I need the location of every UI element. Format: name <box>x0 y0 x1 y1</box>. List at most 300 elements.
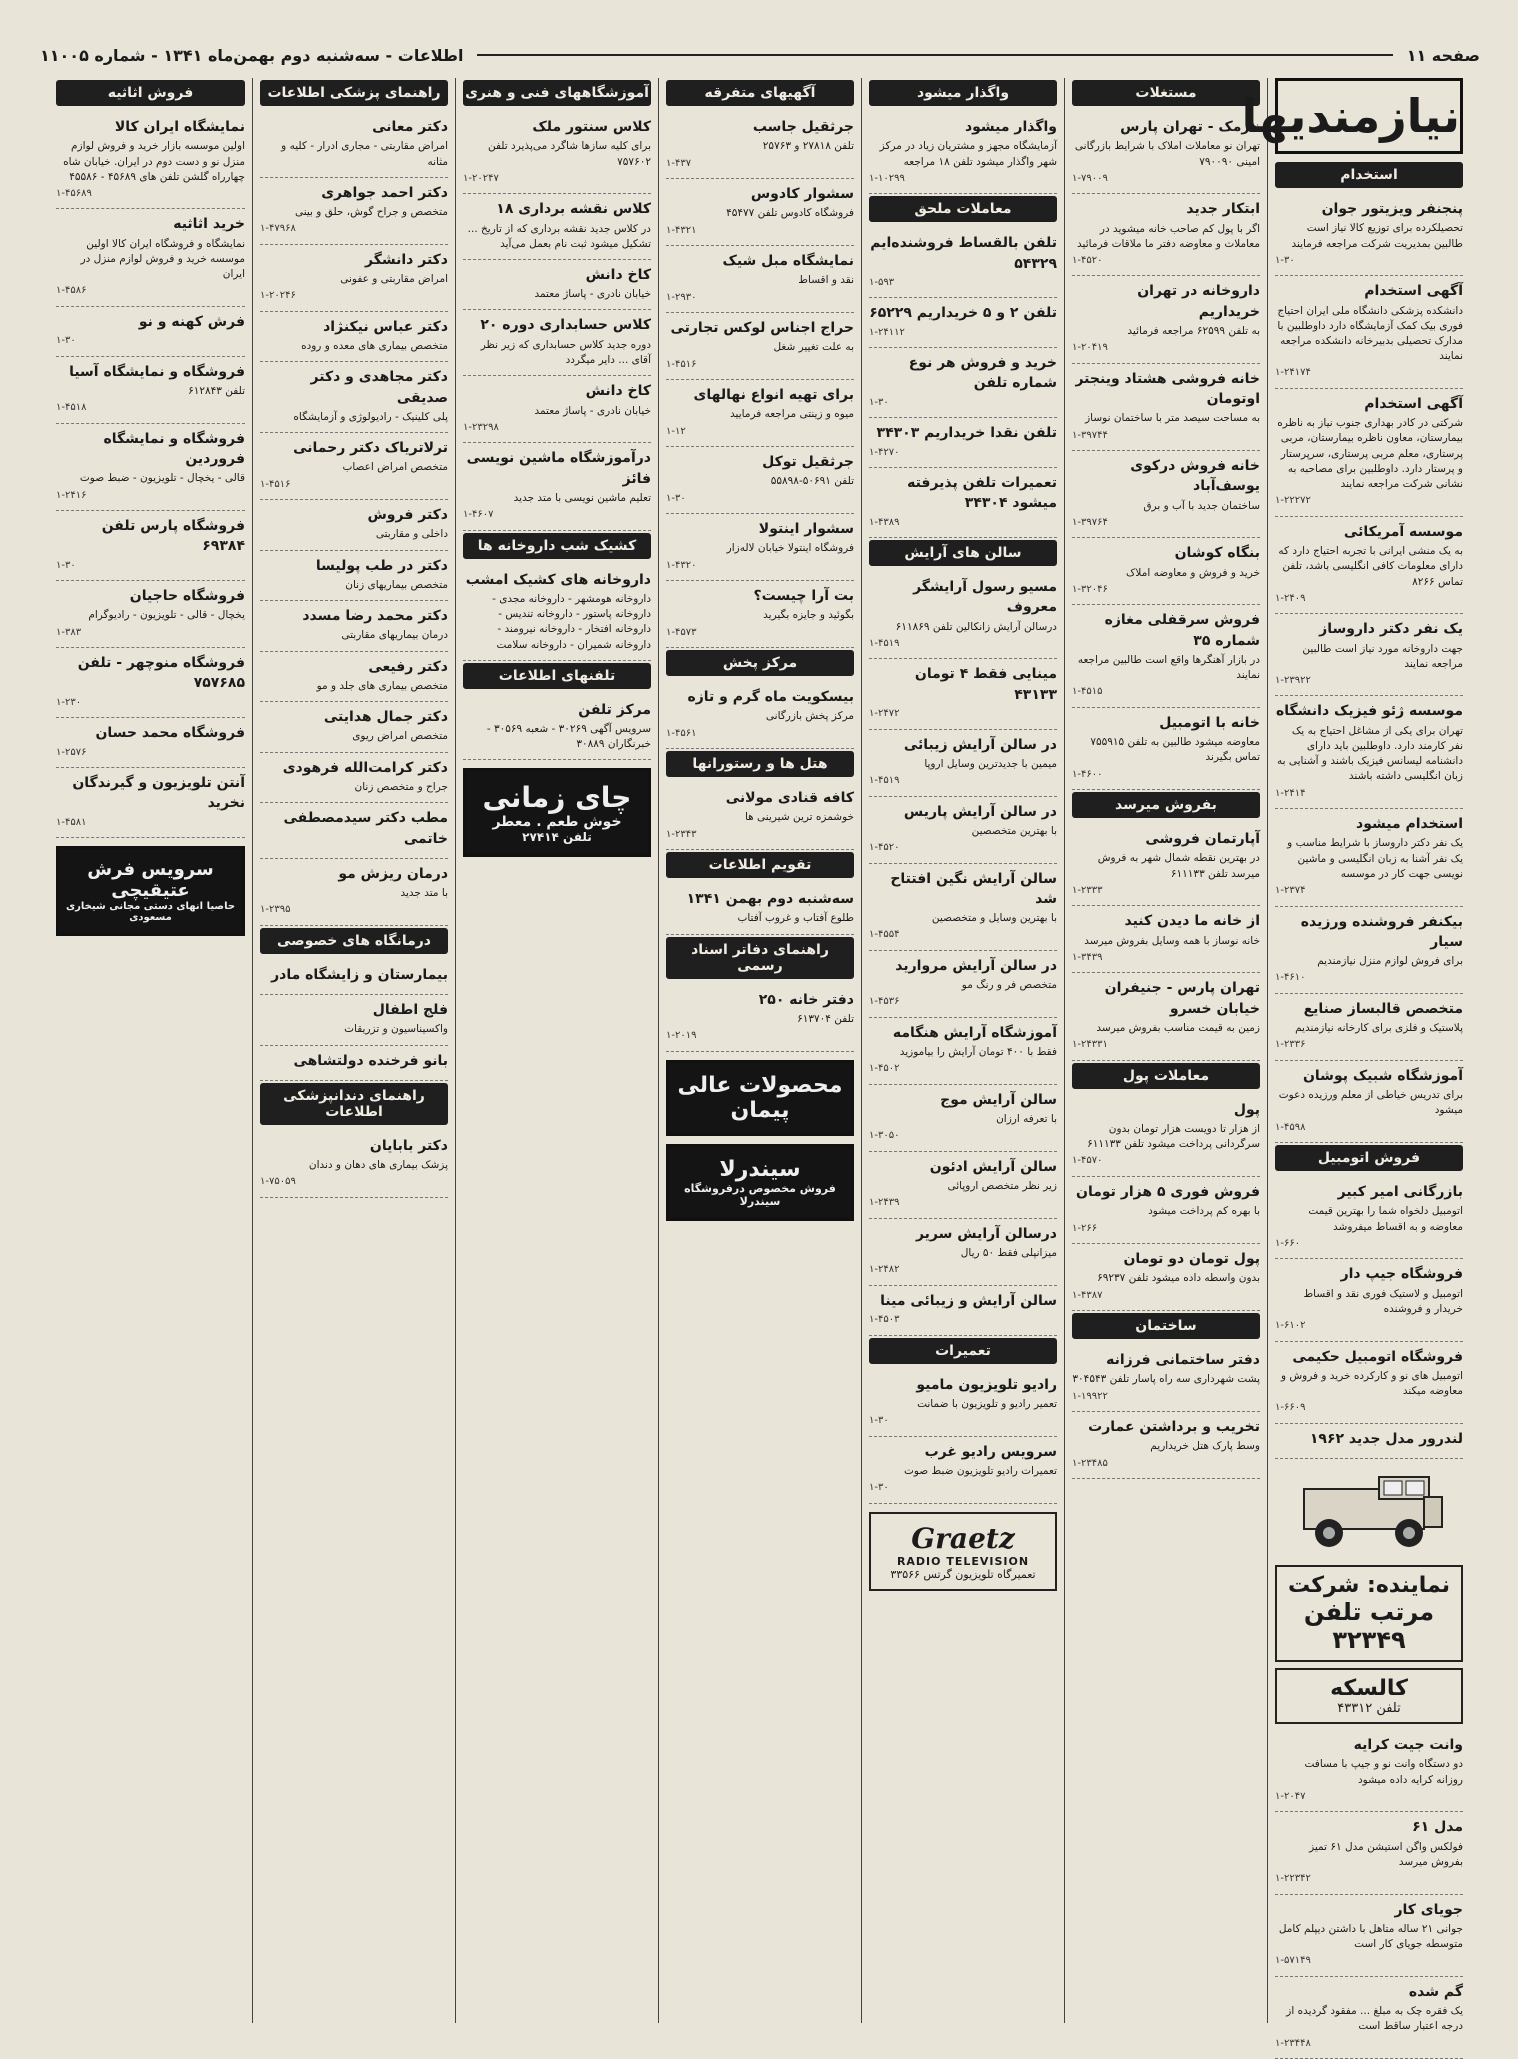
box-line-1: کالسکه <box>1330 1676 1408 1702</box>
ad-title: کلاس حسابداری دوره ۲۰ <box>480 317 651 334</box>
classified-ad <box>1072 824 1260 906</box>
section-heading: بفروش میرسد <box>1072 792 1260 818</box>
ad-body: پلی کلینیک - رادیولوژی و آزمایشگاه <box>293 410 448 423</box>
ad-title: دفتر ساختمانی فرزانه <box>1106 1352 1260 1369</box>
ad-title: متخصص قالبساز صنایع <box>1303 1000 1463 1017</box>
ad-body: طلوع آفتاب و غروب آفتاب <box>737 912 854 925</box>
ad-title: یک نفر دکتر داروساز <box>1319 621 1463 638</box>
ad-title: سالن آرایش موج <box>940 1091 1057 1108</box>
ad-title: فروشگاه محمد حسان <box>95 725 245 742</box>
classified-ad <box>260 178 448 245</box>
ad-code: ۱-۴۲۷۰ <box>869 446 900 458</box>
classified-ad <box>666 313 854 380</box>
ad-title: آموزشگاه شبیک پوشان <box>1302 1067 1463 1084</box>
ad-body: در بهترین نقطه شمال شهر به فروش میرسد تلفن ۶۱۱۱۳۳ <box>1097 852 1260 880</box>
classified-ad <box>1072 1177 1260 1244</box>
ad-code: ۱-۲۳۰ <box>56 696 82 708</box>
classified-ad <box>260 995 448 1046</box>
classified-ad <box>1275 1259 1463 1341</box>
ad-title: رادیو تلویزیون مامیو <box>916 1376 1057 1393</box>
ad-code: ۱-۴۵۰۳ <box>869 1314 900 1326</box>
ad-title: بیکنفر فروشنده ورزیده سیار <box>1300 913 1463 950</box>
classified-ad <box>260 702 448 753</box>
tea-ad <box>463 768 651 857</box>
ad-code: ۱-۲۴۸۲ <box>869 1264 900 1276</box>
ad-body: زمین به قیمت مناسب بفروش میرسد <box>1096 1022 1260 1035</box>
ad-code: ۱-۴۵۷۰ <box>1072 1155 1103 1167</box>
ad-title: فروشگاه اتومبیل حکیمی <box>1292 1348 1463 1365</box>
classified-ad <box>869 1219 1057 1286</box>
classified-ad <box>463 310 651 376</box>
ad-body: میوه و زینتی مراجعه فرمایید <box>730 408 854 421</box>
ad-title: بنگاه کوشان <box>1174 545 1260 562</box>
column-4 <box>658 78 861 2023</box>
ad-title: بیمارستان و زایشگاه مادر <box>271 966 448 983</box>
graetz-ad <box>869 1512 1057 1591</box>
ad-body: متخصص امراض ریوی <box>352 730 448 743</box>
ad-code: ۱-۷۵۰۵۹ <box>260 1176 296 1188</box>
ad-body: ساختمان جدید با آب و برق <box>1143 499 1260 512</box>
ad-code: ۱-۲۴۱۷۴ <box>1275 367 1311 379</box>
classified-ad <box>260 753 448 804</box>
ad-title: خرید و فروش هر نوع شماره تلفن <box>908 355 1057 392</box>
ad-code: ۱-۴۵۷۳ <box>666 626 697 638</box>
ad-title: بازرگانی امیر کبیر <box>1337 1184 1463 1201</box>
ad-title: دکتر مجاهدی و دکتر صدیقی <box>310 369 448 406</box>
ad-title: دفتر خانه ۲۵۰ <box>758 991 854 1008</box>
ad-code: ۱-۳۰۵۰ <box>869 1130 900 1142</box>
classified-ad <box>260 960 448 995</box>
section-heading: فروش اتومبیل <box>1275 1145 1463 1171</box>
classified-ad <box>260 1046 448 1081</box>
ad-title: آگهی استخدام <box>1364 395 1463 412</box>
ad-code: ۱-۲۴۱۴ <box>1275 787 1306 799</box>
ad-title: تلفن نقدا خریداریم ۳۴۳۰۳ <box>876 425 1057 442</box>
ad-title: پول <box>1233 1101 1260 1118</box>
classified-ad <box>869 572 1057 659</box>
ad-code: ۱-۲۵۷۶ <box>56 746 87 758</box>
section-heading: ساختمان <box>1072 1313 1260 1339</box>
classified-ad <box>463 260 651 311</box>
ad-code: ۱-۳۰ <box>56 335 76 347</box>
ad-code: ۱-۴۵۲۰ <box>1072 254 1103 266</box>
ad-code: ۱-۴۵۱۶ <box>666 358 697 370</box>
ad-body: تحصیلکرده برای توزیع کالا نیاز است طالبین بمدیریت شرکت مراجعه فرمایند <box>1291 222 1463 250</box>
classified-ad <box>869 1152 1057 1219</box>
classified-ad <box>666 380 854 447</box>
ad-body: بگوئید و جایزه بگیرید <box>763 609 854 622</box>
ad-title: سه‌شنبه دوم بهمن ۱۳۴۱ <box>686 891 854 908</box>
section-heading: آگهیهای متفرقه <box>666 80 854 106</box>
classified-ad <box>56 112 245 209</box>
ad-code: ۱-۴۵۹۸ <box>1275 1121 1306 1133</box>
ad-code: ۱-۴۵۱۹ <box>869 637 900 649</box>
section-heading: واگذار میشود <box>869 80 1057 106</box>
ad-title: حراج اجناس لوکس تجارتی <box>670 320 854 337</box>
ad-body: فروشگاه اینتولا خیابان لاله‌زار <box>726 542 854 555</box>
classified-ad <box>1275 1061 1463 1143</box>
section-heading: مرکز پخش <box>666 650 854 676</box>
ad-title: دکتر کرامت‌الله فرهودی <box>282 759 448 776</box>
ad-code: ۱-۴۶۰۰ <box>1072 768 1103 780</box>
ad-body: نقد و اقساط <box>798 274 854 287</box>
classified-ad <box>869 228 1057 298</box>
classified-ad <box>463 443 651 530</box>
ad-title: داروخانه در تهران خریداریم <box>1137 283 1260 320</box>
ad-title: دکتر عباس نیکنژاد <box>323 318 448 335</box>
ad-code: ۱-۴۵۲۰ <box>869 842 900 854</box>
classified-ad <box>463 695 651 761</box>
classified-ad <box>1275 1342 1463 1424</box>
ad-body: واکسیناسیون و تزریقات <box>344 1023 448 1036</box>
column-7 <box>49 78 252 2023</box>
classified-ad <box>1072 973 1260 1060</box>
ad-code: ۱-۲۹۳۰ <box>666 291 697 303</box>
ad-title: دکتر بابایان <box>369 1137 448 1154</box>
ad-body: نمایشگاه و فروشگاه ایران کالا اولین موسسه خرید و فروش لوازم منزل در ایران <box>80 237 245 281</box>
classified-ad <box>869 348 1057 418</box>
ad-code: ۱-۳۴۳۹ <box>1072 951 1103 963</box>
classified-ad <box>1072 194 1260 276</box>
ad-body: پشت شهرداری سه راه پاسار تلفن ۳۰۴۵۴۳ <box>1072 1373 1260 1386</box>
ad-code: ۱-۶۱۰۲ <box>1275 1320 1306 1332</box>
ad-title: فروشگاه و نمایشگاه فروردین <box>103 430 245 468</box>
ad-body: تعمیرات رادیو تلویزیون ضبط صوت <box>903 1465 1057 1478</box>
ad-title: بیسکویت ماه گرم و تازه <box>687 689 854 706</box>
classified-ad <box>1072 1412 1260 1479</box>
ad-body: در بازار آهنگرها واقع است طالبین مراجعه نمایند <box>1077 654 1260 682</box>
section-banner-title: نیازمندیها <box>1275 78 1463 154</box>
ad-code: ۱-۲۰۱۹ <box>666 1030 697 1042</box>
ad-title: فرش کهنه و نو <box>138 313 245 330</box>
classified-ad <box>1275 614 1463 696</box>
ad-code: ۱-۶۶۰ <box>1275 1237 1301 1249</box>
ad-body: متخصص بیماری های معده و روده <box>301 340 448 353</box>
ad-code: ۱-۲۴۳۹ <box>869 1197 900 1209</box>
ad-body: زیر نظر متخصص اروپائی <box>947 1180 1057 1193</box>
ad-code: ۱-۲۳۴۳ <box>666 828 697 840</box>
classified-ad <box>1275 194 1463 276</box>
ad-title: پول تومان دو تومان <box>1123 1251 1260 1267</box>
ad-body: به یک منشی ایرانی با تجربه احتیاج دارد که دارای معلومات کافی انگلیسی باشد، تلفن تماس ۸۲۶۶ <box>1278 545 1463 588</box>
classified-ad <box>869 298 1057 348</box>
classified-ad <box>666 884 854 935</box>
ad-title: در سالن آرایش پاریس <box>903 803 1057 820</box>
ad-body: فولکس واگن استیشن مدل ۶۱ تمیز بفروش میرسد <box>1309 1840 1463 1868</box>
section-heading: معاملات پول <box>1072 1063 1260 1089</box>
jeep-icon <box>1284 1469 1454 1555</box>
ad-body: خیابان نادری - پاساژ معتمد <box>534 404 651 417</box>
ad-title: تلفن بالقساط فروشنده‌ایم ۵۴۳۲۹ <box>870 235 1057 272</box>
ad-code: ۱-۵۷۱۴۹ <box>1275 1955 1311 1967</box>
classified-ad <box>1072 451 1260 538</box>
section-heading: راهنمای دفاتر اسناد رسمی <box>666 937 854 979</box>
ad-title: سالن آرایش ادئون <box>929 1158 1057 1175</box>
section-heading: هتل ها و رستورانها <box>666 751 854 777</box>
section-heading: فروش اثاثیه <box>56 80 245 106</box>
section-heading: تلفنهای اطلاعات <box>463 663 651 689</box>
classified-ad <box>260 433 448 500</box>
ad-body: اولین موسسه بازار خرید و فروش لوازم منزل نو و دست دوم در ایران. خیابان شاه چهارراه گلشن تلفن های ۴۵۶۸۹ - ۴۵۵۸۶ <box>63 140 245 183</box>
ad-code: ۱-۲۴۱۶ <box>56 489 87 501</box>
ad-code: ۱-۲۰۴۱۹ <box>1072 342 1108 354</box>
ad-code: ۱-۳۸۳ <box>56 626 82 638</box>
ad-code: ۱-۲۴۳۳۱ <box>1072 1039 1108 1051</box>
ad-code: ۱-۴۵۶۱ <box>666 727 697 739</box>
ad-body: از هزار تا دویست هزار تومان بدون سرگردانی پرداخت میشود تلفن ۶۱۱۱۳۳ <box>1087 1123 1260 1151</box>
ad-code: ۱-۲۰۴۷ <box>1275 1790 1306 1802</box>
ad-code: ۱-۳۰ <box>666 492 686 504</box>
ad-title: درسالن آرایش سریر <box>915 1225 1057 1242</box>
ad-code: ۱-۵۹۳ <box>869 276 895 288</box>
classified-ad <box>56 768 245 838</box>
ad-body: متخصص بیماری های جلد و مو <box>316 679 448 692</box>
ad-title: خرید اثاثیه <box>173 216 245 233</box>
ad-code: ۱-۴۳۸۷ <box>1072 1289 1103 1301</box>
ad-body: برای تدریس خیاطی از معلم ورزیده دعوت میشود <box>1278 1089 1463 1117</box>
ad-body: اگر با پول کم صاحب خانه میشوید در معاملات و معاوضه دفتر ما ملاقات فرمائید <box>1077 222 1260 250</box>
ad-title: کافه قنادی مولانی <box>725 790 854 807</box>
classified-ad <box>260 652 448 703</box>
ad-title: دکتر احمد جواهری <box>321 184 448 201</box>
column-2 <box>1064 78 1267 2023</box>
ad-body: تلفن ۵۰۶۹۱-۵۵۸۹۸ <box>770 475 854 488</box>
ad-title: مسیو رسول آرایشگر معروف <box>913 579 1057 616</box>
ad-body: یخچال - قالی - تلویزیون - رادیوگرام <box>88 609 245 622</box>
classified-ad <box>869 797 1057 864</box>
brand-logo-ad <box>666 1144 854 1221</box>
classified-ad <box>463 565 651 661</box>
ad-code: ۱-۳۰ <box>869 1482 889 1494</box>
ad-code: ۱-۲۲۲۷۲ <box>1275 495 1311 507</box>
section-heading: راهنمای دندانپزشکی اطلاعات <box>260 1083 448 1125</box>
classified-ad <box>463 376 651 443</box>
classified-ad <box>56 424 245 511</box>
classified-ad <box>1275 389 1463 517</box>
ad-title: سشوار اینتولا <box>758 521 854 538</box>
section-heading: معاملات ملحق <box>869 196 1057 222</box>
display-ad-box <box>1275 1668 1463 1724</box>
ad-body: جهت داروخانه مورد نیاز است طالبین مراجعه نمایند <box>1302 642 1463 670</box>
classified-ad <box>666 682 854 749</box>
ad-title: مینایی فقط ۴ تومان ۴۳۱۳۳ <box>914 666 1057 703</box>
ad-code: ۱-۲۲۳۴۲ <box>1275 1873 1311 1885</box>
ad-code: ۱-۷۹۰۰۹ <box>1072 172 1108 184</box>
ad-body: جوانی ۲۱ ساله متاهل با داشتن دیپلم کامل متوسطه جویای کار است <box>1278 1922 1463 1951</box>
ad-code: ۱-۴۵۱۹ <box>869 775 900 787</box>
ad-body: فروشگاه کادوس تلفن ۴۵۴۷۷ <box>726 207 854 220</box>
classified-ad <box>869 418 1057 468</box>
classified-ad <box>869 1085 1057 1152</box>
section-heading: تعمیرات <box>869 1338 1057 1364</box>
ad-body: تلفن ۶۱۳۷۰۴ <box>797 1012 854 1025</box>
ad-body: خانه نوساز با همه وسایل بفروش میرسد <box>1084 934 1260 947</box>
classified-ad <box>1072 605 1260 708</box>
classified-ad <box>869 951 1057 1018</box>
ad-body: به علت تغییر شغل <box>773 341 854 354</box>
classified-ad <box>56 648 245 718</box>
ad-body: پلاستیک و فلزی برای کارخانه نیازمندیم <box>1295 1022 1463 1035</box>
classified-ad <box>869 1018 1057 1085</box>
ad-code: ۱-۳۰ <box>1275 254 1295 266</box>
ad-title: خانه با اتومبیل <box>1159 714 1260 731</box>
classified-ad <box>260 312 448 363</box>
ad-code: ۱-۲۳۳۳ <box>1072 884 1103 896</box>
ad-code: ۱-۳۰ <box>869 396 889 408</box>
ad-body: تعلیم ماشین نویسی با متد جدید <box>513 491 651 504</box>
ad-body: امراض مقاربتی و عفونی <box>340 273 448 286</box>
ad-code: ۱-۴۳۲۰ <box>666 559 697 571</box>
ad-title: نارمک - تهران پارس <box>1120 119 1260 135</box>
classified-ad <box>1275 994 1463 1061</box>
brand-logo-ad <box>666 1060 854 1136</box>
classified-ad <box>869 1286 1057 1336</box>
ad-body: جراح و متخصص زنان <box>354 780 448 793</box>
classified-ad <box>666 179 854 246</box>
ad-code: ۱-۴۶۰۷ <box>463 509 494 521</box>
ad-code: ۱-۲۳۷۴ <box>1275 885 1306 897</box>
classified-ad <box>260 500 448 551</box>
classified-ad <box>666 783 854 850</box>
ad-title: فروش فوری ۵ هزار تومان <box>1076 1183 1260 1200</box>
ad-title: تعمیرات تلفن پذیرفته میشود ۳۴۳۰۴ <box>907 475 1057 512</box>
classified-ad <box>260 245 448 312</box>
ad-code: ۱-۱۲ <box>666 425 686 437</box>
classified-ad <box>666 246 854 313</box>
classified-ad <box>1072 1244 1260 1311</box>
ad-title: خانه فروش درکوی یوسف‌آباد <box>1130 458 1260 495</box>
classified-ad <box>56 357 245 424</box>
ad-title: دکتر دانشگر <box>365 251 448 268</box>
section-heading: آموزشگاههای فنی و هنری <box>463 80 651 106</box>
ad-title: آموزشگاه آرایش هنگامه <box>892 1024 1057 1041</box>
ad-code: ۱-۳۹۷۶۴ <box>1072 516 1108 528</box>
ad-body: با تعرفه ارزان <box>996 1113 1057 1126</box>
ad-title: فروشگاه منوچهر - تلفن ۷۵۷۶۸۵ <box>77 655 245 692</box>
ad-title: جرثقیل توکل <box>762 454 854 471</box>
classified-ad <box>1072 112 1260 194</box>
ad-body: با بهترین متخصصین <box>971 824 1057 837</box>
masthead-rule <box>477 54 1392 56</box>
ad-title: سرویس رادیو غرب <box>924 1443 1057 1460</box>
ad-body: خوشمزه ترین شیرینی ها <box>744 811 854 824</box>
ad-title: فروشگاه و نمایشگاه آسیا <box>69 363 245 380</box>
classified-ad <box>56 209 245 306</box>
classified-ad <box>260 1131 448 1198</box>
classified-ad <box>666 514 854 581</box>
ad-title: کاخ دانش <box>585 266 651 283</box>
ad-body: تعمیر رادیو و تلویزیون با ضمانت <box>917 1398 1057 1411</box>
classified-ad <box>1072 1345 1260 1412</box>
classified-ad <box>56 718 245 768</box>
classified-ad <box>1275 696 1463 809</box>
ad-title: دکتر در طب پولیسا <box>315 557 448 574</box>
ad-title: دکتر جمال هدایتی <box>323 709 448 726</box>
section-heading: سالن های آرایش <box>869 540 1057 566</box>
ad-body: برای کلیه سازها شاگرد می‌پذیرد تلفن ۷۵۷۶۰۲ <box>488 140 651 168</box>
ad-title: در سالن آرایش مروارید <box>895 957 1057 974</box>
ad-body: تلفن ۶۱۲۸۴۳ <box>188 385 245 397</box>
ad-body: دو دستگاه وانت نو و جیپ با مسافت روزانه کرایه داده میشود <box>1304 1758 1463 1786</box>
graetz-fa: تعمیرگاه تلویزیون گرتس ۳۳۵۶۶ <box>890 1567 1036 1581</box>
ad-code: ۱-۱۰۲۹۹ <box>869 172 905 184</box>
classified-ad <box>463 194 651 260</box>
ad-body: به تلفن ۶۲۵۹۹ مراجعه فرمائید <box>1127 325 1260 338</box>
ad-body: درسالن آرایش زانکالین تلفن ۶۱۱۸۶۹ <box>895 620 1057 633</box>
ad-code: ۱-۲۴۰۹ <box>1275 592 1306 604</box>
classified-ad <box>869 1370 1057 1437</box>
ad-title: درآموزشگاه ماشین نویسی فائز <box>466 450 651 487</box>
ad-body: اتومبیل و لاستیک فوری نقد و اقساط خریدار و فروشنده <box>1303 1287 1463 1315</box>
classified-ad <box>463 112 651 194</box>
ad-body: تهران برای یکی از مشاغل احتیاج به یک نفر کارمند دارد. داوطلبین باید دارای دانشنامه لیسانس فیزیک باشند و آشنایی به زبان انگلیسی داشته باشند <box>1276 724 1463 783</box>
ad-title: برای تهیه انواع نهالهای <box>693 387 854 404</box>
classified-ad <box>666 985 854 1052</box>
classified-ad <box>666 447 854 514</box>
ad-title: در سالن آرایش زیبائی <box>903 736 1057 753</box>
ad-body: با بهترین وسایل و متخصصین <box>931 912 1057 925</box>
landrover-illustration <box>1275 1467 1463 1557</box>
classified-ad <box>1275 1812 1463 1894</box>
classified-ad <box>666 581 854 648</box>
ad-body: قالی - یخچال - تلویزیون - ضبط صوت <box>79 472 245 485</box>
ad-title: جرثقیل جاسب <box>752 119 854 135</box>
ad-title: مدل ۶۱ <box>1412 1819 1463 1836</box>
ad-title: بت آرا چیست؟ <box>753 588 854 605</box>
section-heading: تقویم اطلاعات <box>666 852 854 878</box>
ad-body: میزانپلی فقط ۵۰ ریال <box>960 1247 1057 1260</box>
ad-code: ۱-۲۳۴۴۸ <box>1275 2037 1311 2049</box>
ad-body: اتومبیل های نو و کارکرده خرید و فروش و معاوضه میکند <box>1280 1369 1463 1398</box>
classified-ad <box>1275 1977 1463 2059</box>
ad-title: فلج اطفال <box>372 1002 448 1019</box>
classified-ad <box>869 864 1057 951</box>
classified-columns <box>45 78 1470 2049</box>
classified-ad <box>666 112 854 179</box>
ad-body: مرکز پخش بازرگانی <box>765 710 854 723</box>
ad-body: با متد جدید <box>400 887 448 900</box>
ad-code: ۱-۴۳۸۹ <box>869 516 900 528</box>
ad-title: کلاس نقشه برداری ۱۸ <box>496 201 651 218</box>
ad-body: دوره جدید کلاس حسابداری که زیر نظر آقای ... دایر میگردد <box>480 338 651 366</box>
classified-ad <box>869 730 1057 797</box>
ad-code: ۱-۴۵۰۲ <box>869 1063 900 1075</box>
graetz-line: RADIO TELEVISION <box>896 1554 1030 1568</box>
classified-ad <box>1275 1895 1463 1977</box>
classified-ad <box>260 601 448 652</box>
page-label: صفحه ۱۱ <box>1406 45 1480 65</box>
ad-body: تلفن ۲۷۸۱۸ و ۲۵۷۶۳ <box>762 140 854 153</box>
carpet-service-ad <box>56 846 245 936</box>
ad-code: ۱-۴۵۱۸ <box>56 402 87 414</box>
ad-body: به مساحت سیصد متر با ساختمان نوساز <box>1085 412 1260 425</box>
ad-code: ۱-۳۰ <box>56 559 76 571</box>
ad-title: موسسه ژئو فیزیک دانشگاه <box>1276 703 1463 720</box>
ad-title: بانو فرخنده دولتشاهی <box>293 1052 448 1069</box>
logo-line-1: محصولات عالی پیمان <box>677 1072 843 1123</box>
ad-body: متخصص امراض اعصاب <box>342 461 448 474</box>
ad-body: متخصص و جراح گوش، حلق و بینی <box>294 206 448 219</box>
ad-body: امراض مقاربتی - مجاری ادرار - کلیه و مثانه <box>281 140 448 168</box>
ad-code: ۱-۴۶۱۰ <box>1275 972 1306 984</box>
ad-title: گم شده <box>1408 1983 1463 2000</box>
ad-title: تخریب و برداشتن عمارت <box>1088 1419 1260 1436</box>
classified-ad <box>260 859 448 926</box>
ad-title: پنجنفر ویزیتور جوان <box>1321 201 1463 217</box>
ad-code: ۱-۴۵۸۱ <box>56 816 87 828</box>
section-heading: کشیک شب داروخانه ها <box>463 533 651 559</box>
ad-body: شرکتی در کادر بهداری جنوب نیاز به ناظره بیمارستان، معاون ناظره بیمارستان، مربی پرستاری، معلم مربی پرستاری، سرپرستار و پرستار دارد. داوطلبین برای مصاحبه به نشانی شرکت مراجعه نمایند <box>1277 417 1463 491</box>
